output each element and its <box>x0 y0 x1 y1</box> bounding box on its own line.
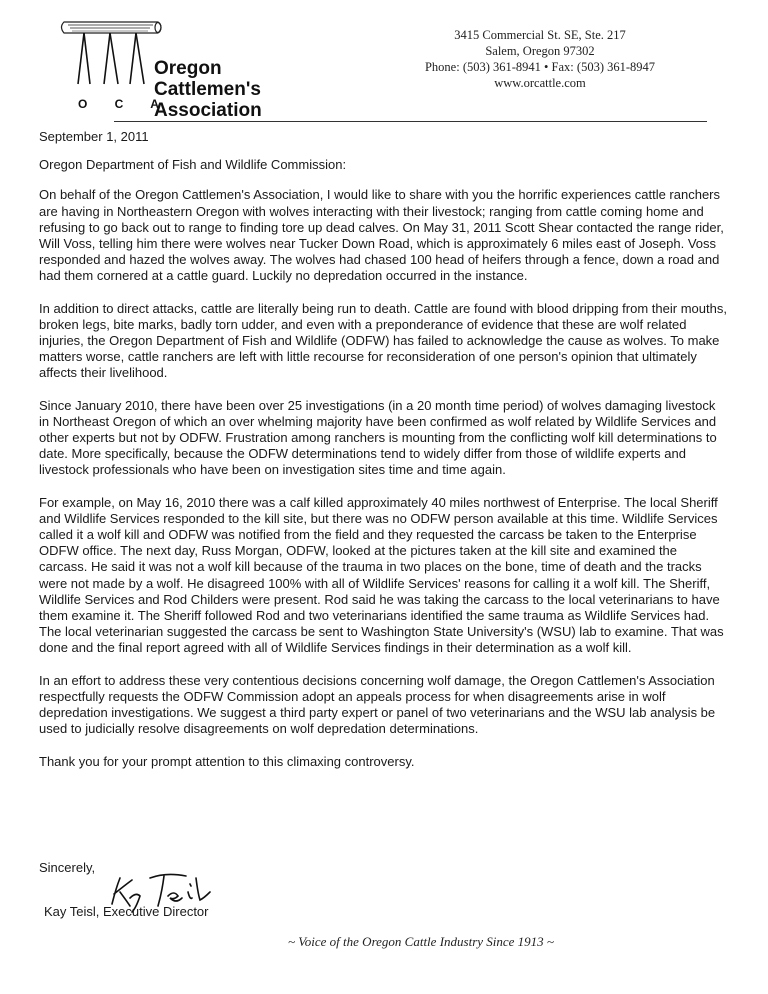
website-link[interactable]: www.orcattle.com <box>494 76 586 90</box>
footer-tagline: ~ Voice of the Oregon Cattle Industry Since 1913 ~ <box>288 934 554 949</box>
address-line1: 3415 Commercial St. SE, Ste. 217 <box>454 28 626 42</box>
closing: Sincerely, <box>39 860 96 875</box>
letter-date: September 1, 2011 <box>39 129 149 144</box>
org-name-line2: Cattlemen's <box>154 79 261 100</box>
phone-fax: Phone: (503) 361-8941 • Fax: (503) 361-8947 <box>424 60 656 74</box>
paragraph-6: Thank you for your prompt attention to this climaxing controversy. <box>39 753 415 769</box>
org-name-line1: Oregon <box>154 58 222 79</box>
contact-block <box>372 27 708 91</box>
paragraph-4: For example, on May 16, 2010 there was a calf killed approximately 40 miles northwest of Enterprise. The local Sheriff and Wildlife Services responded to the kill site, but there was no ODFW person available at this time. Wildlife Services called it a wolf kill and ODFW was notified from the field and they requested the carcass be taken to the Enterprise ODFW office. The next day, Russ Morgan, ODFW, looked at the pictures taken at the kill site and examined the carcass. He said it was not a wolf kill because of the trauma in two places on the bone, time of death and the tracks were not made by a wolf. He disagreed 100% with all of Wildlife Services' reasons for calling it a wolf kill. The Sheriff, Wildlife Services and Rod Childers were present. Rod said he was taking the carcass to the local veterinarians to have them examine it. The Sheriff followed Rod and two veterinarians identified the same trauma as Wildlife Services had. The local veterinarian suggested the carcass be sent to Washington State University's (WSU) lab to examine. That was done and the final report agreed with all of Wildlife Services findings in their determination as a wolf kill. <box>39 494 724 656</box>
paragraph-5: In an effort to address these very contentious decisions concerning wolf damage, the Oregon Cattlemen's Association respectfully requests the ODFW Commission adopt an appeals process for when disagreements arise in wolf depredation investigations. We suggest a third party expert or panel of two veterinarians and the WSU lab analysis be used to judicially resolve disagreements on wolf depredation determinations. <box>39 672 716 737</box>
header-divider <box>114 121 707 122</box>
logo-initials: O C A <box>78 97 171 111</box>
org-name-line3: Association <box>154 100 262 121</box>
paragraph-3: Since January 2010, there have been over 25 investigations (in a 20 month time period) of wolves damaging livestock in Northeast Oregon of which an over whelming majority have been confirmed as wolf related by Wildlife Services and other experts but not by ODFW. Frustration among ranchers is mounting from the conflicting wolf kill determinations to date. More specifically, because the ODFW determinations tend to widely differ from those of wildlife experts and livestock professionals who have been on investigation sites time and time again. <box>39 397 717 478</box>
paragraph-2: In addition to direct attacks, cattle are literally being run to death. Cattle are found with blood dripping from their mouths, broken legs, bite marks, badly torn udder, and even with a preponderance of evidence that these are wolf related injuries, the Oregon Department of Fish and Wildlife (ODFW) has failed to acknowledge the cause as wolves. To make matters worse, cattle ranchers are left with little recourse for reconsideration of one person's opinion that ultimately affects their livelihood. <box>39 300 727 381</box>
signer-name-title: Kay Teisl, Executive Director <box>44 904 209 919</box>
organization-name <box>154 58 262 121</box>
salutation: Oregon Department of Fish and Wildlife Commission: <box>39 157 347 173</box>
letter-body <box>39 129 727 786</box>
oca-logo <box>58 14 318 121</box>
address-line2: Salem, Oregon 97302 <box>485 44 595 58</box>
paragraph-1: On behalf of the Oregon Cattlemen's Association, I would like to share with you the horrific experiences cattle ranchers are having in Northeastern Oregon with wolves interacting with their livestock; ranging from cattle coming home and refusing to go back out to range to finding tore up dead calves. On May 31, 2011 Scott Shear contacted the range rider, Will Voss, telling him there were wolves near Tucker Down Road, which is approximately 6 miles east of Joseph. Voss responded and hazed the wolves away. The wolves had chased 100 head of heifers through a fence, down a road and had them cornered at a cattle guard. Luckily no depredation occurred in the instance. <box>39 187 724 284</box>
